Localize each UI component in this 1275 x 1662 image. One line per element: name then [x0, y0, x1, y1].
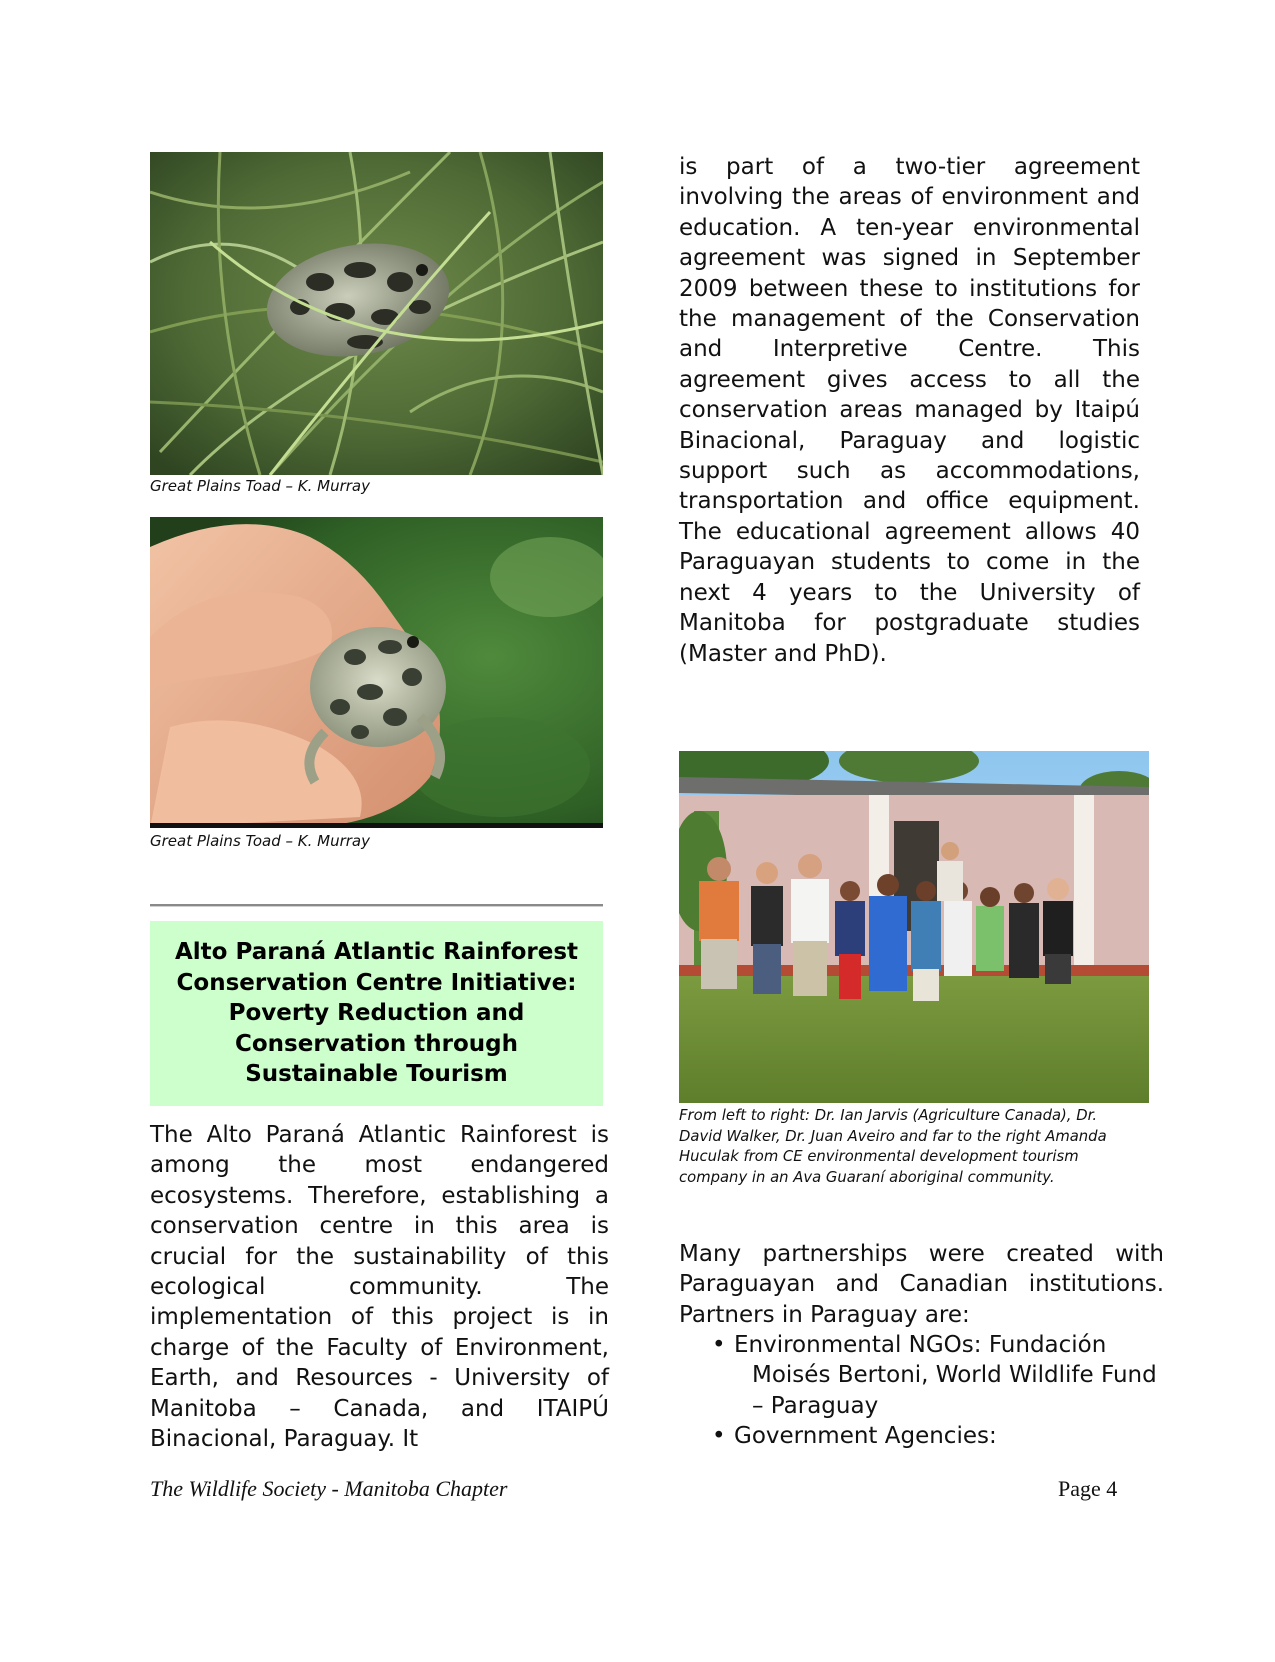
article-title-box	[150, 921, 603, 1106]
partner-item-ngos	[712, 1330, 1167, 1421]
group-photo	[679, 751, 1149, 1103]
footer-page-number: Page 4	[1058, 1476, 1118, 1501]
article-title: Alto Paraná Atlantic Rainforest Conservation Centre Initiative: Poverty Reduction and Conservation through Sustainable Tourism	[174, 939, 579, 1088]
group-photo-caption: From left to right: Dr. Ian Jarvis (Agriculture Canada), Dr. David Walker, Dr. Juan Aveiro and far to the right Amanda Huculak from CE environmental development tourism company in an Ava Guaraní aboriginal community.	[679, 1107, 1107, 1186]
partner-item-government	[712, 1421, 1167, 1451]
footer-publication: The Wildlife Society - Manitoba Chapter	[150, 1476, 508, 1501]
partner-item-ngos-continuation: Moisés Bertoni, World Wildlife Fund – Paraguay	[752, 1362, 1157, 1419]
right-column-paragraph-2: Many partnerships were created with Paraguayan and Canadian institutions. Partners in Paraguay are:	[679, 1241, 1164, 1328]
toad-in-hand-photo	[150, 517, 603, 828]
partner-item-ngos-first-line: Environmental NGOs: Fundación	[734, 1332, 1107, 1358]
partner-item-government-first-line: Government Agencies:	[734, 1423, 997, 1450]
toad-in-grass-photo	[150, 152, 603, 475]
left-column-paragraph: The Alto Paraná Atlantic Rainforest is among the most endangered ecosystems. Therefore, establishing a conservation centre in this area is crucial for the sustainability of this ecological community. The implementation of this project is in charge of the Faculty of Environment, Earth, and Resources - University of Manitoba – Canada, and ITAIPÚ Binacional, Paraguay. It	[150, 1122, 609, 1453]
toad-in-grass-caption: Great Plains Toad – K. Murray	[150, 477, 370, 495]
right-column-paragraph-1: is part of a two-tier agreement involving the areas of environment and education. A ten-year environmental agreement was signed in September 2009 between these to institutions for the management of the Conservation and Interpretive Centre. This agreement gives access to all the conservation areas managed by Itaipú Binacional, Paraguay and logistic support such as accommodations, transportation and office equipment. The educational agreement allows 40 Paraguayan students to come in the next 4 years to the University of Manitoba for postgraduate studies (Master and PhD).	[679, 154, 1140, 667]
section-divider	[150, 904, 603, 907]
partners-list	[712, 1330, 1167, 1452]
toad-in-hand-caption: Great Plains Toad – K. Murray	[150, 832, 370, 850]
